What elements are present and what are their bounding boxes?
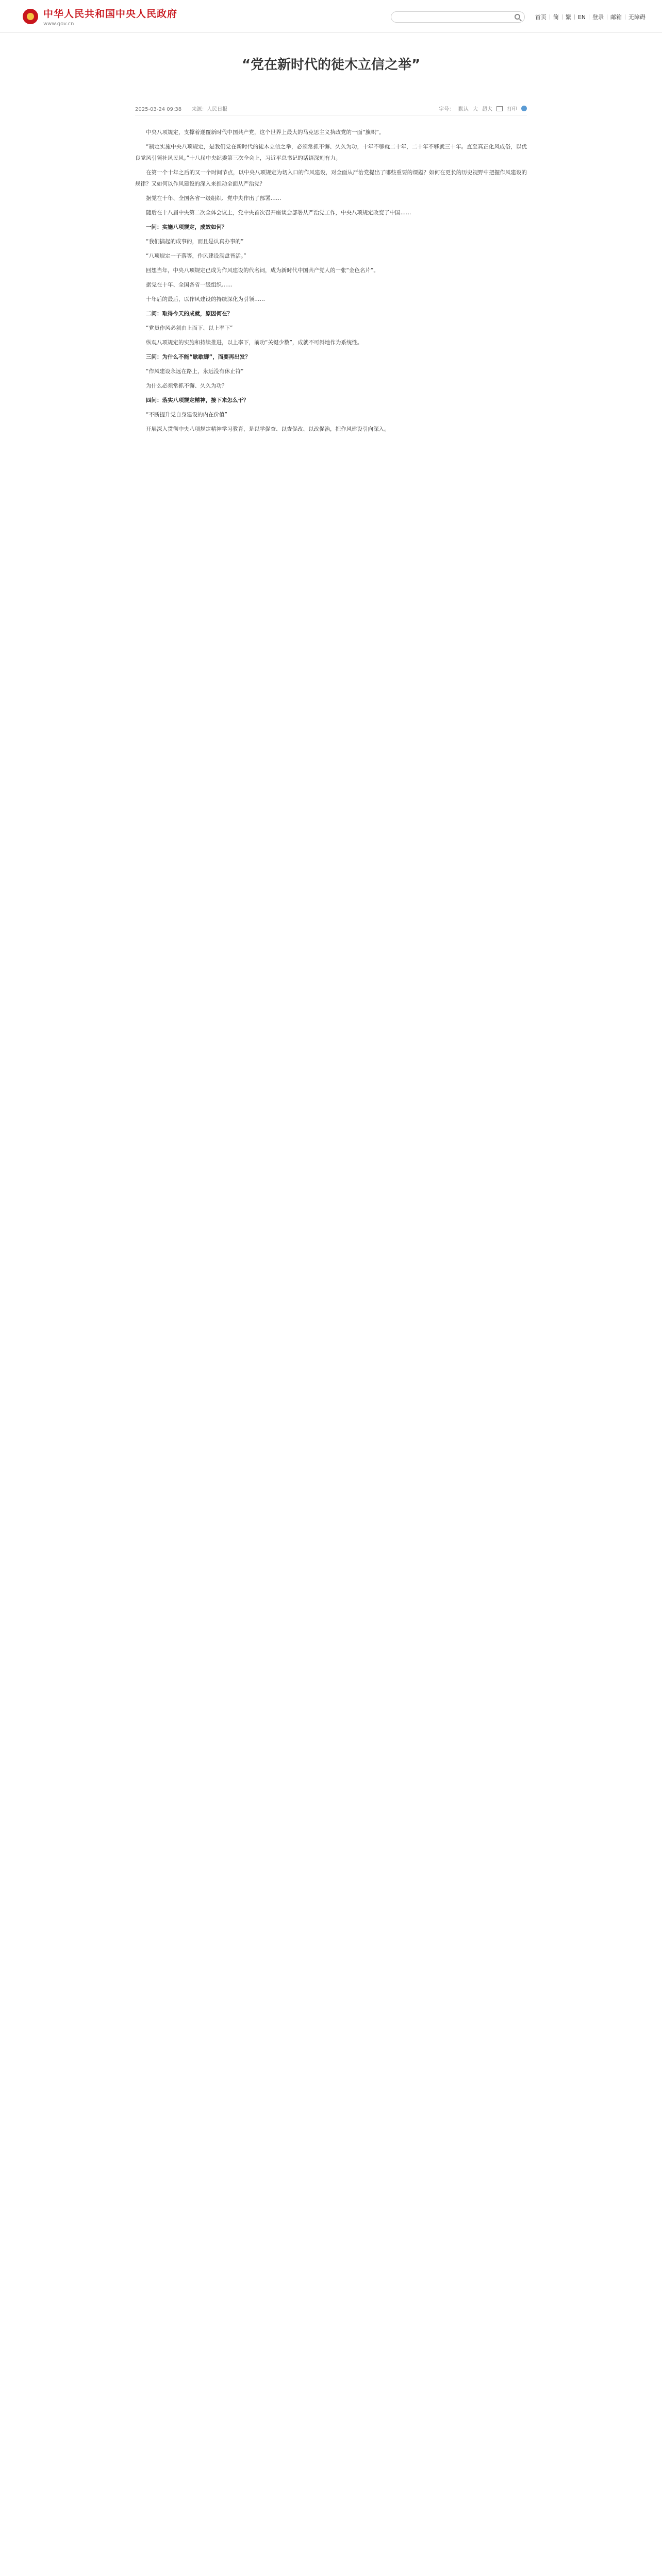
print-label[interactable]: 打印 xyxy=(507,107,517,112)
search-input[interactable] xyxy=(391,13,505,23)
paragraph: 十年后的最后，以作风建设的持续深化为引领…… xyxy=(146,296,265,302)
font-size-large[interactable]: 大 xyxy=(473,107,478,112)
nav-accessibility[interactable]: 无障碍 xyxy=(628,14,646,21)
site-title: 中华人民共和国中央人民政府 xyxy=(43,8,178,20)
site-logo[interactable] xyxy=(23,6,177,27)
article-title: “党在新时代的徒木立信之举” xyxy=(241,57,421,73)
paragraph: 回想当年，中央八项规定已成为作风建设的代名词，成为新时代中国共产党人的一张“金色名片”。 xyxy=(146,267,379,274)
section-heading: 二问：取得今天的成就，原因何在？ xyxy=(146,311,233,317)
font-size-label: 字号： xyxy=(439,107,454,112)
search-icon[interactable] xyxy=(515,14,520,20)
section-heading: 四问：落实八项规定精神，接下来怎么干？ xyxy=(146,397,249,403)
paragraph: “八项规定一子落等，作风建设满盘皆活。” xyxy=(146,253,246,259)
nav-mail[interactable]: 邮箱 xyxy=(610,14,622,21)
article-body xyxy=(135,127,527,435)
header-right xyxy=(391,11,649,23)
paragraph: 在第一个十年之后的又一个时间节点，以中央八项规定为切入口的作风建设，对全面从严治党提出了哪些重要的课题？如何在更长的历史视野中把握作风建设的规律？又如何以作风建设的深入来推动全面从严治党？ xyxy=(135,170,527,187)
paragraph: “作风建设永远在路上，永远没有休止符” xyxy=(146,368,244,375)
nav-login[interactable]: 登录 xyxy=(592,14,604,21)
font-size-control xyxy=(435,105,492,112)
site-header xyxy=(0,0,662,33)
national-emblem-icon xyxy=(23,9,38,24)
paragraph: 据党在十年、全国各省一级组织、党中央作出了部署…… xyxy=(146,195,282,201)
print-icon[interactable] xyxy=(496,106,503,111)
paragraph: 为什么必须常抓不懈、久久为功？ xyxy=(146,383,227,389)
publish-date: 2025-03-24 09:38 xyxy=(135,107,182,112)
top-nav xyxy=(532,13,649,21)
site-url: www.gov.cn xyxy=(43,21,74,27)
paragraph: 纵观八项规定的实施和持续推进，以上率下，前功“关键少数”，成就不可斜地作为系统性。 xyxy=(146,340,363,346)
paragraph: 据党在十年、全国各省一级组织…… xyxy=(146,282,233,288)
article-source: 来源：人民日报 xyxy=(191,107,228,112)
nav-english[interactable]: EN xyxy=(577,13,586,21)
paragraph: “不断提升党自身建设的内在价值” xyxy=(146,412,227,418)
paragraph: 中央八项规定，支撑着遂覆新时代中国共产党，这个世界上最大的马克思主义执政党的一面“旗帜”。 xyxy=(146,129,385,135)
share-icon[interactable] xyxy=(521,106,527,111)
nav-home[interactable]: 首页 xyxy=(535,14,547,21)
section-heading: 三问：为什么不能“歇歇脚”，而要再出发？ xyxy=(146,354,251,360)
logo-text xyxy=(43,6,177,27)
article-meta xyxy=(135,102,527,115)
search-box xyxy=(391,11,525,23)
meta-left xyxy=(135,105,236,112)
section-heading: 一问：实施八项规定，成效如何？ xyxy=(146,224,227,230)
article xyxy=(135,56,527,435)
nav-traditional[interactable]: 繁 xyxy=(565,14,571,21)
paragraph: “党员作风必须由上而下、以上率下” xyxy=(146,325,233,331)
paragraph: 随后在十八届中央第二次全体会议上，党中央首次召开座谈会部署从严治党工作，中央八项规定改变了中国…… xyxy=(146,210,411,216)
paragraph: “我们搞起的成事的，而且是认真办事的” xyxy=(146,239,244,245)
meta-right xyxy=(435,105,527,112)
font-size-xlarge[interactable]: 超大 xyxy=(482,107,492,112)
paragraph: “制定实施中央八项规定，是我们党在新时代的徒木立信之举，必须常抓不懈、久久为功，十年不够就二十年，二十年不够就三十年。直至真正化风成俗，以优良党风引领社风民风。”十八届中央纪委第三次全会上，习近平总书记的话语深刻有力。 xyxy=(135,144,527,161)
font-size-default[interactable]: 默认 xyxy=(458,107,469,112)
paragraph: 开展深入贯彻中央八项规定精神学习教育，是以学促查、以查促改、以改促治，把作风建设引向深入。 xyxy=(146,426,390,432)
nav-simplified[interactable]: 简 xyxy=(553,14,559,21)
